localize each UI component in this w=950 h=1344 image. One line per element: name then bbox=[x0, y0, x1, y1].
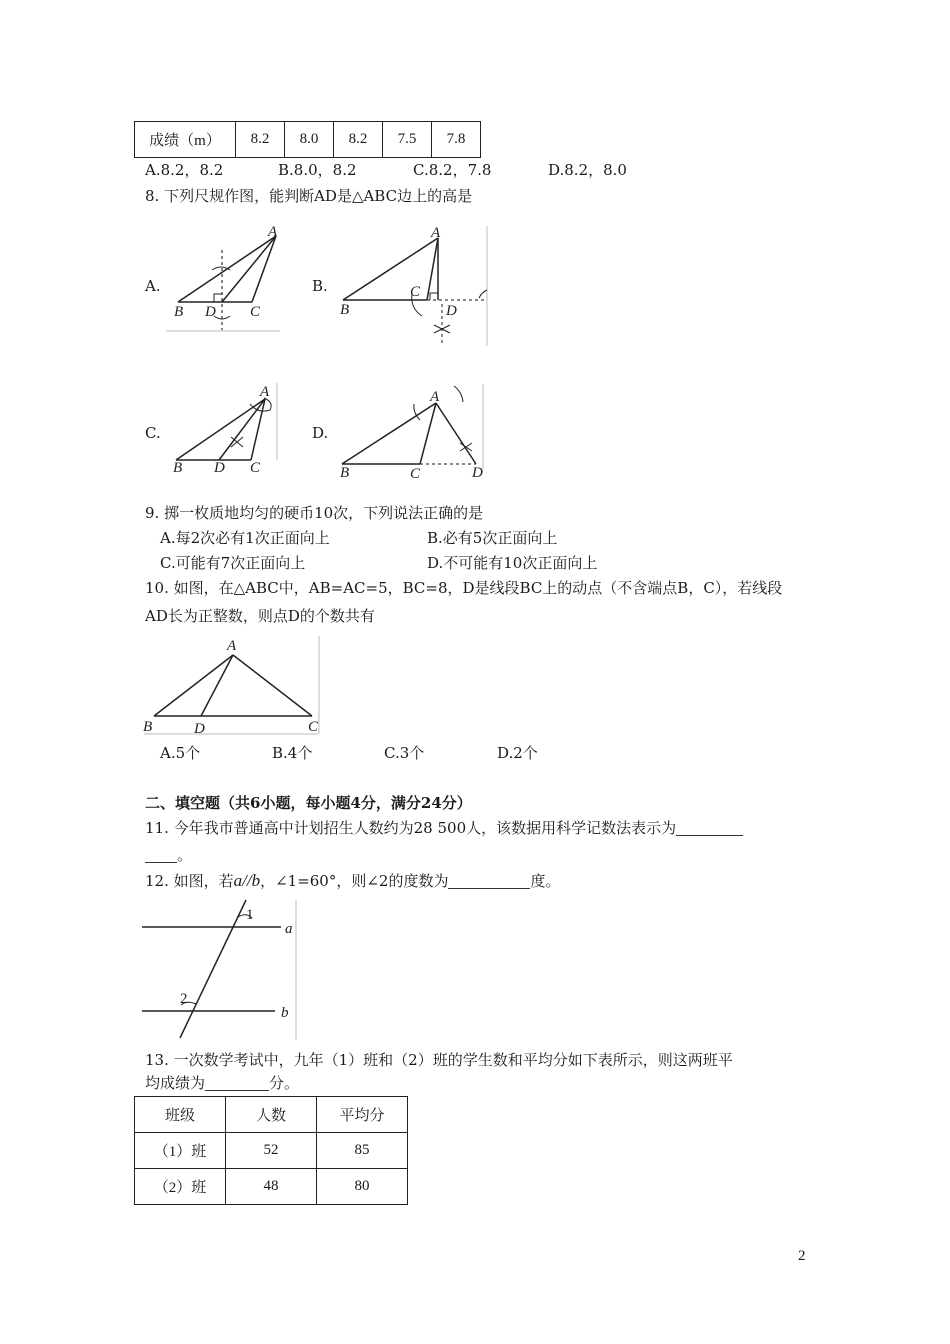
q8b-label-c: C bbox=[410, 284, 421, 300]
score-cell: 7.8 bbox=[432, 122, 481, 158]
q8a-label-c: C bbox=[250, 304, 261, 320]
table-header-cell: 平均分 bbox=[317, 1097, 408, 1133]
q9-option-a: A.每2次必有1次正面向上 bbox=[160, 529, 330, 547]
q12-suffix: 度。 bbox=[530, 872, 561, 890]
q10-label-c: C bbox=[308, 719, 319, 735]
table-cell: 80 bbox=[317, 1169, 408, 1205]
q10-option-d: D.2个 bbox=[497, 744, 538, 762]
q8a-label-b: B bbox=[174, 304, 184, 320]
score-cell: 7.5 bbox=[383, 122, 432, 158]
q8b-label-b: B bbox=[340, 302, 350, 318]
q10-stem-line2: AD长为正整数，则点D的个数共有 bbox=[145, 607, 375, 625]
q8c-label-d: D bbox=[214, 460, 225, 476]
q10-label-d: D bbox=[194, 721, 205, 737]
score-table-header: 成绩（m） bbox=[135, 122, 236, 158]
score-cell: 8.2 bbox=[236, 122, 285, 158]
q12-angle-1: 1 bbox=[246, 907, 254, 923]
q10-label-a: A bbox=[227, 638, 237, 654]
q9-option-d: D.不可能有10次正面向上 bbox=[427, 554, 598, 572]
q8c-label-a: A bbox=[260, 384, 270, 400]
q11-stem-text: 11. 今年我市普通高中计划招生人数约为28 500人，该数据用科学记数法表示为 bbox=[145, 819, 677, 837]
q8a-label-d: D bbox=[205, 304, 216, 320]
q12-line-a-label: a bbox=[285, 921, 293, 937]
page-number: 2 bbox=[798, 1248, 806, 1264]
q10-option-a: A.5个 bbox=[160, 744, 201, 762]
q12-angle-2: 2 bbox=[180, 991, 188, 1007]
q8b-label-d: D bbox=[446, 303, 457, 319]
q8-option-a-label: A. bbox=[145, 277, 161, 295]
q12-line-b-label: b bbox=[281, 1005, 289, 1021]
q7-option-c: C.8.2，7.8 bbox=[413, 161, 492, 179]
class-score-table bbox=[134, 1096, 408, 1205]
q8c-label-b: B bbox=[173, 460, 183, 476]
q8a-label-a: A bbox=[268, 224, 278, 240]
q12-formula: a//b bbox=[233, 871, 261, 890]
q8d-label-c: C bbox=[410, 466, 421, 482]
table-row bbox=[135, 1169, 408, 1205]
q8-option-b-label: B. bbox=[312, 277, 328, 295]
q7-option-a: A.8.2，8.2 bbox=[145, 161, 224, 179]
q11-end-mark: 。 bbox=[177, 846, 193, 864]
table-cell: （2）班 bbox=[135, 1169, 226, 1205]
q12-middle: ，∠1=60°，则∠2的度数为 bbox=[260, 872, 449, 890]
q12-prefix: 12. 如图，若 bbox=[145, 872, 234, 890]
score-cell: 8.2 bbox=[334, 122, 383, 158]
q7-option-d: D.8.2，8.0 bbox=[548, 161, 627, 179]
q9-stem: 9. 掷一枚质地均匀的硬币10次，下列说法正确的是 bbox=[145, 504, 484, 522]
q9-option-c: C.可能有7次正面向上 bbox=[160, 554, 306, 572]
q13-stem-line1: 13. 一次数学考试中，九年（1）班和（2）班的学生数和平均分如下表所示，则这两班平 bbox=[145, 1051, 733, 1069]
q9-option-b: B.必有5次正面向上 bbox=[427, 529, 558, 547]
table-row bbox=[135, 1133, 408, 1169]
table-header-cell: 人数 bbox=[226, 1097, 317, 1133]
table-cell: （1）班 bbox=[135, 1133, 226, 1169]
q10-option-c: C.3个 bbox=[384, 744, 425, 762]
table-header-cell: 班级 bbox=[135, 1097, 226, 1133]
q10-option-b: B.4个 bbox=[272, 744, 313, 762]
q10-stem-line1: 10. 如图，在△ABC中，AB=AC=5，BC=8，D是线段BC上的动点（不含端点B，C），若线段 bbox=[145, 579, 783, 597]
table-cell: 85 bbox=[317, 1133, 408, 1169]
q8-option-d-label: D. bbox=[312, 424, 329, 442]
q8-option-c-label: C. bbox=[145, 424, 161, 442]
q8d-label-b: B bbox=[340, 465, 350, 481]
q8b-label-a: A bbox=[431, 225, 441, 241]
q8c-label-c: C bbox=[250, 460, 261, 476]
q8d-label-d: D bbox=[472, 465, 483, 481]
table-cell: 52 bbox=[226, 1133, 317, 1169]
table-header-row bbox=[135, 1097, 408, 1133]
q13-prefix: 均成绩为 bbox=[145, 1074, 206, 1092]
q13-stem-line2 bbox=[145, 1073, 299, 1093]
q8d-label-a: A bbox=[430, 389, 440, 405]
q7-option-b: B.8.0，8.2 bbox=[278, 161, 357, 179]
table-cell: 48 bbox=[226, 1169, 317, 1205]
q8-stem: 8. 下列尺规作图，能判断AD是△ABC边上的高是 bbox=[145, 187, 473, 205]
section-2-title: 二、填空题（共6小题，每小题4分，满分24分） bbox=[145, 794, 472, 812]
q13-suffix: 分。 bbox=[269, 1074, 300, 1092]
q10-label-b: B bbox=[143, 719, 153, 735]
score-cell: 8.0 bbox=[285, 122, 334, 158]
q13-answer-blank bbox=[205, 1090, 269, 1091]
